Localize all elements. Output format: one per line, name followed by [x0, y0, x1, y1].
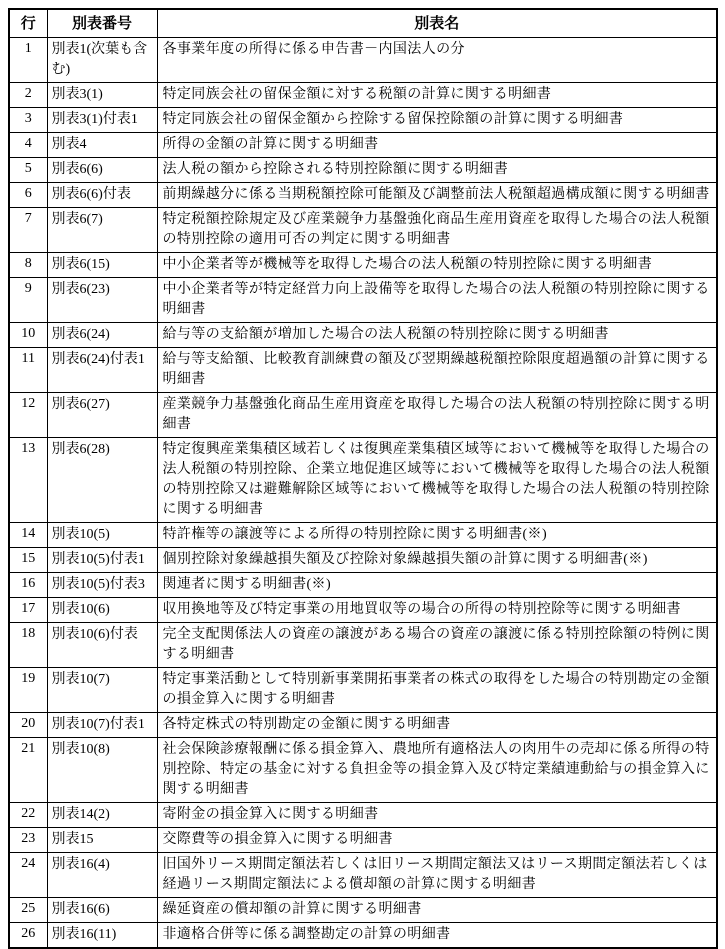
schedule-name-cell: 各特定株式の特別勘定の金額に関する明細書 [157, 713, 717, 738]
table-row [9, 208, 717, 253]
table-row [9, 548, 717, 573]
schedule-name-cell: 特定復興産業集積区域若しくは復興産業集積区域等において機械等を取得した場合の法人税額の特別控除、企業立地促進区域等において機械等を取得した場合の法人税額の特別控除又は避難解除区域等において機械等を取得した場合の法人税額の特別控除に関する明細書 [157, 438, 717, 523]
schedule-number-cell: 別表6(7) [47, 208, 157, 253]
schedule-number-cell: 別表3(1) [47, 83, 157, 108]
schedule-number-cell: 別表6(24) [47, 323, 157, 348]
table-row [9, 803, 717, 828]
table-row [9, 923, 717, 949]
row-number-cell: 12 [9, 393, 47, 438]
table-row [9, 133, 717, 158]
table-row [9, 278, 717, 323]
table-row [9, 323, 717, 348]
table-row [9, 348, 717, 393]
schedule-name-cell: 各事業年度の所得に係る申告書－内国法人の分 [157, 38, 717, 83]
schedule-number-cell: 別表6(24)付表1 [47, 348, 157, 393]
schedule-name-cell: 社会保険診療報酬に係る損金算入、農地所有適格法人の肉用牛の売却に係る所得の特別控除、特定の基金に対する負担金等の損金算入及び特定業績連動給与の損金算入に関する明細書 [157, 738, 717, 803]
row-number-cell: 20 [9, 713, 47, 738]
row-number-cell: 23 [9, 828, 47, 853]
schedule-name-cell: 個別控除対象繰越損失額及び控除対象繰越損失額の計算に関する明細書(※) [157, 548, 717, 573]
row-number-cell: 9 [9, 278, 47, 323]
table-row [9, 598, 717, 623]
schedule-number-cell: 別表6(27) [47, 393, 157, 438]
row-number-cell: 22 [9, 803, 47, 828]
header-schedule-number: 別表番号 [47, 9, 157, 38]
schedule-number-cell: 別表6(23) [47, 278, 157, 323]
table-row [9, 738, 717, 803]
row-number-cell: 14 [9, 523, 47, 548]
schedule-name-cell: 中小企業者等が特定経営力向上設備等を取得した場合の法人税額の特別控除に関する明細書 [157, 278, 717, 323]
schedule-name-cell: 完全支配関係法人の資産の譲渡がある場合の資産の譲渡に係る特別控除額の特例に関する明細書 [157, 623, 717, 668]
schedule-number-cell: 別表10(7) [47, 668, 157, 713]
table-row [9, 828, 717, 853]
row-number-cell: 15 [9, 548, 47, 573]
schedule-number-cell: 別表16(11) [47, 923, 157, 949]
row-number-cell: 21 [9, 738, 47, 803]
schedule-name-cell: 特定税額控除規定及び産業競争力基盤強化商品生産用資産を取得した場合の法人税額の特別控除の適用可否の判定に関する明細書 [157, 208, 717, 253]
schedule-number-cell: 別表4 [47, 133, 157, 158]
row-number-cell: 10 [9, 323, 47, 348]
schedule-name-cell: 産業競争力基盤強化商品生産用資産を取得した場合の法人税額の特別控除に関する明細書 [157, 393, 717, 438]
schedule-number-cell: 別表6(15) [47, 253, 157, 278]
schedule-number-cell: 別表6(28) [47, 438, 157, 523]
row-number-cell: 24 [9, 853, 47, 898]
schedule-number-cell: 別表10(6) [47, 598, 157, 623]
schedule-name-cell: 給与等の支給額が増加した場合の法人税額の特別控除に関する明細書 [157, 323, 717, 348]
row-number-cell: 17 [9, 598, 47, 623]
row-number-cell: 8 [9, 253, 47, 278]
row-number-cell: 2 [9, 83, 47, 108]
row-number-cell: 4 [9, 133, 47, 158]
row-number-cell: 25 [9, 898, 47, 923]
schedule-number-cell: 別表15 [47, 828, 157, 853]
header-row-number: 行 [9, 9, 47, 38]
table-row [9, 668, 717, 713]
schedule-name-cell: 非適格合併等に係る調整勘定の計算の明細書 [157, 923, 717, 949]
schedule-name-cell: 特定同族会社の留保金額に対する税額の計算に関する明細書 [157, 83, 717, 108]
schedule-name-cell: 所得の金額の計算に関する明細書 [157, 133, 717, 158]
row-number-cell: 16 [9, 573, 47, 598]
schedule-number-cell: 別表10(5)付表1 [47, 548, 157, 573]
row-number-cell: 5 [9, 158, 47, 183]
table-row [9, 853, 717, 898]
table-row [9, 83, 717, 108]
schedule-number-cell: 別表10(5) [47, 523, 157, 548]
table-row [9, 183, 717, 208]
schedule-name-cell: 特定同族会社の留保金額から控除する留保控除額の計算に関する明細書 [157, 108, 717, 133]
schedule-name-cell: 前期繰越分に係る当期税額控除可能額及び調整前法人税額超過構成額に関する明細書 [157, 183, 717, 208]
row-number-cell: 26 [9, 923, 47, 949]
schedule-name-cell: 交際費等の損金算入に関する明細書 [157, 828, 717, 853]
table-row [9, 38, 717, 83]
row-number-cell: 11 [9, 348, 47, 393]
table-row [9, 898, 717, 923]
table-row [9, 523, 717, 548]
schedule-number-cell: 別表10(5)付表3 [47, 573, 157, 598]
schedule-name-cell: 繰延資産の償却額の計算に関する明細書 [157, 898, 717, 923]
schedule-number-cell: 別表10(6)付表 [47, 623, 157, 668]
table-row [9, 158, 717, 183]
table-row [9, 573, 717, 598]
schedule-name-cell: 法人税の額から控除される特別控除額に関する明細書 [157, 158, 717, 183]
row-number-cell: 18 [9, 623, 47, 668]
row-number-cell: 19 [9, 668, 47, 713]
header-schedule-name: 別表名 [157, 9, 717, 38]
schedule-number-cell: 別表10(7)付表1 [47, 713, 157, 738]
table-row [9, 623, 717, 668]
row-number-cell: 7 [9, 208, 47, 253]
table-header-row [9, 9, 717, 38]
schedule-name-cell: 寄附金の損金算入に関する明細書 [157, 803, 717, 828]
schedule-number-cell: 別表16(6) [47, 898, 157, 923]
schedule-number-cell: 別表10(8) [47, 738, 157, 803]
row-number-cell: 3 [9, 108, 47, 133]
schedule-name-cell: 旧国外リース期間定額法若しくは旧リース期間定額法又はリース期間定額法若しくは経過リース期間定額法による償却額の計算に関する明細書 [157, 853, 717, 898]
schedule-number-cell: 別表14(2) [47, 803, 157, 828]
table-row [9, 108, 717, 133]
schedule-name-cell: 収用換地等及び特定事業の用地買収等の場合の所得の特別控除等に関する明細書 [157, 598, 717, 623]
schedule-number-cell: 別表16(4) [47, 853, 157, 898]
schedule-number-cell: 別表1(次葉も含む) [47, 38, 157, 83]
schedule-name-cell: 特定事業活動として特別新事業開拓事業者の株式の取得をした場合の特別勘定の金額の損金算入に関する明細書 [157, 668, 717, 713]
schedule-name-cell: 中小企業者等が機械等を取得した場合の法人税額の特別控除に関する明細書 [157, 253, 717, 278]
schedule-number-cell: 別表6(6)付表 [47, 183, 157, 208]
table-row [9, 253, 717, 278]
table-row [9, 393, 717, 438]
row-number-cell: 13 [9, 438, 47, 523]
beppyo-schedule-table [8, 8, 718, 949]
row-number-cell: 6 [9, 183, 47, 208]
table-row [9, 713, 717, 738]
schedule-name-cell: 給与等支給額、比較教育訓練費の額及び翌期繰越税額控除限度超過額の計算に関する明細書 [157, 348, 717, 393]
row-number-cell: 1 [9, 38, 47, 83]
table-row [9, 438, 717, 523]
schedule-number-cell: 別表6(6) [47, 158, 157, 183]
table-body [9, 38, 717, 949]
schedule-number-cell: 別表3(1)付表1 [47, 108, 157, 133]
schedule-name-cell: 特許権等の譲渡等による所得の特別控除に関する明細書(※) [157, 523, 717, 548]
schedule-name-cell: 関連者に関する明細書(※) [157, 573, 717, 598]
